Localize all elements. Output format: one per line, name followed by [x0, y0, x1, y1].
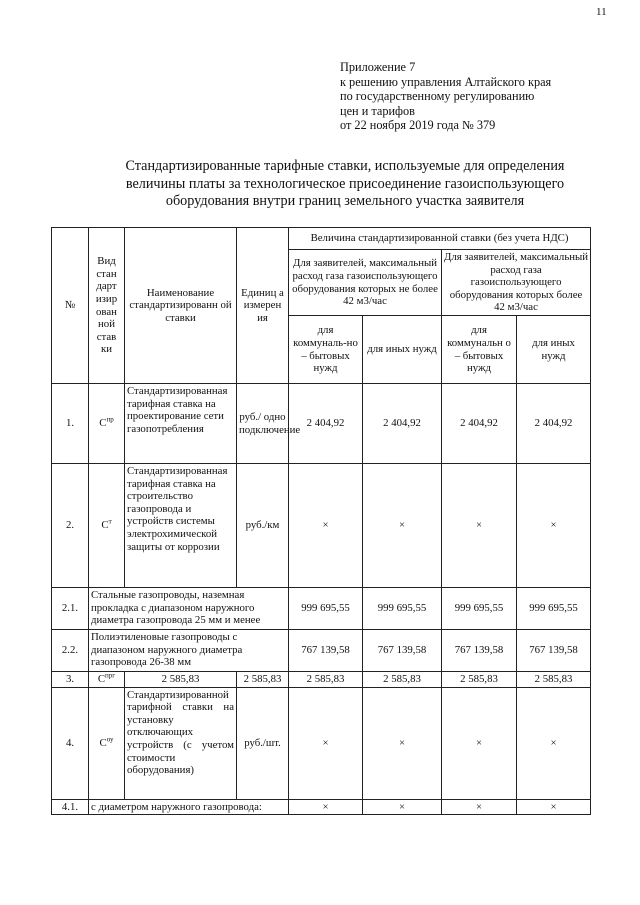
appendix-line: Приложение 7 — [340, 60, 416, 74]
row-value: × — [517, 799, 591, 815]
row-value: 2 585,83 — [517, 672, 591, 688]
header-group-le42: Для заявителей, максимальный расход газа газоиспользующего оборудования которых не более 42 м3/час — [289, 250, 442, 316]
row-code: $C^{прг}$ — [89, 672, 125, 688]
row-unit: руб./ одно подключение — [237, 384, 289, 464]
row-unit: руб./км — [237, 464, 289, 588]
row-code: $C^{пр}$ — [89, 384, 125, 464]
row-value: × — [363, 799, 442, 815]
row-value: 2 585,83 — [289, 672, 363, 688]
row-num: 4. — [52, 687, 89, 799]
row-value: 2 404,92 — [442, 384, 517, 464]
header-communal-a: для коммуналь-но – бытовых нужд — [289, 316, 363, 384]
row-value: × — [363, 464, 442, 588]
row-value: 2 404,92 — [517, 384, 591, 464]
table-row — [52, 672, 591, 688]
header-name: Наименование стандартизированн ой ставки — [125, 228, 237, 384]
table-row — [52, 687, 591, 799]
appendix-line: от 22 ноября 2019 года № 379 — [340, 118, 496, 133]
header-other-a: для иных нужд — [363, 316, 442, 384]
row-num: 2.1. — [52, 588, 89, 630]
table-row — [52, 464, 591, 588]
row-value: 767 139,58 — [517, 630, 591, 672]
row-name: с диаметром наружного газопровода: — [89, 799, 289, 815]
row-value: 2 585,83 — [442, 672, 517, 688]
row-value: × — [363, 687, 442, 799]
header-group-gt42: Для заявителей, максимальный расход газа газоиспользующего оборудования которых более 42 м3/час — [442, 250, 591, 316]
row-num: 4.1. — [52, 799, 89, 815]
tariff-table — [51, 227, 591, 815]
appendix-line: к решению управления Алтайского края — [340, 74, 552, 89]
row-value: × — [517, 464, 591, 588]
row-unit: 2 585,83 — [237, 672, 289, 688]
row-value: × — [289, 687, 363, 799]
table-row — [52, 799, 591, 815]
row-name: Полиэтиленовые газопроводы с диапазоном наружного диаметра газопровода 26-38 мм — [89, 630, 289, 672]
header-num: № — [52, 228, 89, 384]
row-name: Стандартизированной тарифной ставки на установку отключающих устройств (с учетом стоимости оборудования) — [125, 687, 237, 799]
header-unit: Единиц а измерен ия — [237, 228, 289, 384]
row-value: × — [289, 464, 363, 588]
row-value: 999 695,55 — [442, 588, 517, 630]
row-value: × — [442, 799, 517, 815]
row-code: $C^{оу}$ — [89, 687, 125, 799]
row-value: 999 695,55 — [517, 588, 591, 630]
row-num: 1. — [52, 384, 89, 464]
document-title — [50, 158, 640, 211]
row-code: $C^т$ — [89, 464, 125, 588]
title-line: Стандартизированные тарифные ставки, используемые для определения — [125, 158, 565, 174]
page-number: 11 — [596, 6, 607, 18]
title-line: величины платы за технологическое присоединение газоиспользующего — [125, 175, 565, 192]
row-num: 2. — [52, 464, 89, 588]
header-value-group: Величина стандартизированной ставки (без учета НДС) — [289, 228, 591, 250]
header-type-code: Вид стан дарт изир ован ной став ки — [89, 228, 125, 384]
row-value: 999 695,55 — [363, 588, 442, 630]
row-value: × — [442, 464, 517, 588]
row-value: × — [517, 687, 591, 799]
row-name: Стандартизированная тарифная ставка на строительство газопровода и устройств системы электрохимической защиты от коррозии — [125, 464, 237, 588]
appendix-block — [340, 60, 551, 133]
table-row — [52, 384, 591, 464]
appendix-line: цен и тарифов — [340, 103, 415, 118]
row-value: × — [442, 687, 517, 799]
row-value: 767 139,58 — [363, 630, 442, 672]
row-value: × — [289, 799, 363, 815]
row-value: 2 404,92 — [289, 384, 363, 464]
row-name: Стальные газопроводы, наземная прокладка с диапазоном наружного диаметра газопровода 25 мм и менее — [89, 588, 289, 630]
row-unit: руб./шт. — [237, 687, 289, 799]
header-communal-b: для коммунальн о – бытовых нужд — [442, 316, 517, 384]
row-value: 2 404,92 — [363, 384, 442, 464]
row-value: 999 695,55 — [289, 588, 363, 630]
row-num: 3. — [52, 672, 89, 688]
row-name: 2 585,83 — [125, 672, 237, 688]
table-row — [52, 630, 591, 672]
appendix-line: по государственному регулированию — [340, 89, 535, 104]
row-num: 2.2. — [52, 630, 89, 672]
header-other-b: для иных нужд — [517, 316, 591, 384]
row-value: 767 139,58 — [289, 630, 363, 672]
title-line: оборудования внутри границ земельного участка заявителя — [165, 193, 525, 209]
table-row — [52, 588, 591, 630]
row-value: 2 585,83 — [363, 672, 442, 688]
row-name: Стандартизированная тарифная ставка на проектирование сети газопотребления — [125, 384, 237, 464]
row-value: 767 139,58 — [442, 630, 517, 672]
